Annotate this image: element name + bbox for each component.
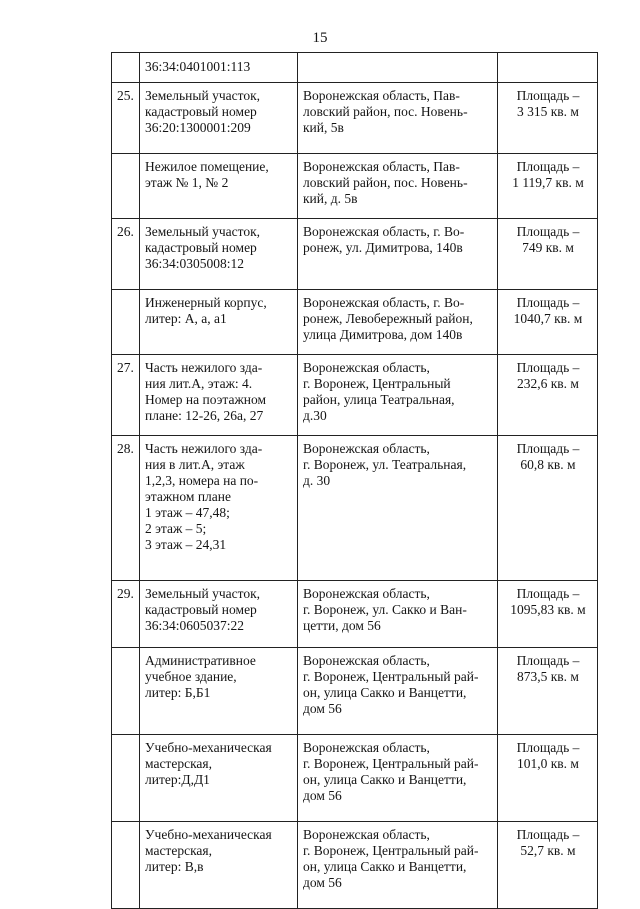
address-line: г. Воронеж, Центральный	[303, 376, 451, 391]
area-line: 52,7 кв. м	[520, 843, 576, 858]
object-description-line: Земельный участок,	[145, 224, 261, 239]
object-description-cell	[140, 436, 298, 581]
object-description-line: литер: А, а, а1	[145, 311, 227, 326]
address-line: кий, 5в	[303, 120, 344, 135]
address-line: Воронежская область,	[303, 827, 430, 842]
table-row	[112, 648, 598, 735]
address-line: г. Воронеж, Центральный рай-	[303, 756, 479, 771]
address-cell	[298, 53, 498, 83]
area-line: 873,5 кв. м	[517, 669, 579, 684]
table-row	[112, 581, 598, 648]
address-line: дом 56	[303, 875, 342, 890]
address-cell	[298, 648, 498, 735]
object-description-line: 1,2,3, номера на по-	[145, 473, 259, 488]
object-description-line: кадастровый номер	[145, 240, 257, 255]
object-description-cell	[140, 83, 298, 154]
object-description-line: 1 этаж – 47,48;	[145, 505, 230, 520]
object-description-line: Земельный участок,	[145, 88, 261, 103]
table-row	[112, 290, 598, 355]
item-number	[112, 154, 140, 219]
area-line: 60,8 кв. м	[520, 457, 576, 472]
area-cell	[498, 290, 598, 355]
address-line: ловский район, пос. Новень-	[303, 175, 468, 190]
area-line: Площадь –	[516, 586, 580, 601]
address-line: г. Воронеж, Центральный рай-	[303, 669, 479, 684]
object-description-cell	[140, 219, 298, 290]
address-cell	[298, 290, 498, 355]
address-line: г. Воронеж, ул. Сакко и Ван-	[303, 602, 467, 617]
table-row	[112, 219, 598, 290]
object-description-line: Земельный участок,	[145, 586, 261, 601]
object-description-line: учебное здание,	[145, 669, 237, 684]
address-line: ронеж, Левобережный район,	[303, 311, 473, 326]
address-line: он, улица Сакко и Ванцетти,	[303, 772, 467, 787]
address-line: дом 56	[303, 701, 342, 716]
address-line: Воронежская область,	[303, 740, 430, 755]
area-cell	[498, 219, 598, 290]
object-description-line: ния в лит.А, этаж	[145, 457, 245, 472]
object-description-line: кадастровый номер	[145, 104, 257, 119]
object-description-line: литер:Д,Д1	[145, 772, 210, 787]
object-description-line: 36:34:0305008:12	[145, 256, 245, 271]
table-row	[112, 83, 598, 154]
page-number: 15	[312, 30, 328, 46]
object-description-line: плане: 12-26, 26а, 27	[145, 408, 264, 423]
table-row	[112, 436, 598, 581]
table-row	[112, 154, 598, 219]
address-line: ловский район, пос. Новень-	[303, 104, 468, 119]
address-line: Воронежская область,	[303, 653, 430, 668]
object-description-line: 36:20:1300001:209	[145, 120, 251, 135]
address-line: Воронежская область,	[303, 586, 430, 601]
object-description-line: мастерская,	[145, 756, 212, 771]
object-description-line: 36:34:0401001:113	[145, 59, 251, 74]
object-description-line: Часть нежилого зда-	[145, 441, 263, 456]
item-number	[112, 290, 140, 355]
area-cell	[498, 822, 598, 909]
address-cell	[298, 355, 498, 436]
object-description-line: кадастровый номер	[145, 602, 257, 617]
area-line: 101,0 кв. м	[517, 756, 579, 771]
item-number: 28.	[112, 436, 140, 581]
object-description-line: Номер на поэтажном	[145, 392, 267, 407]
area-line: Площадь –	[516, 653, 580, 668]
object-description-cell	[140, 290, 298, 355]
table-row	[112, 735, 598, 822]
object-description-cell	[140, 154, 298, 219]
property-table	[111, 52, 598, 909]
address-line: дом 56	[303, 788, 342, 803]
address-cell	[298, 735, 498, 822]
object-description-cell	[140, 53, 298, 83]
area-cell	[498, 355, 598, 436]
address-cell	[298, 581, 498, 648]
object-description-line: этаж № 1, № 2	[145, 175, 229, 190]
object-description-line: 2 этаж – 5;	[145, 521, 207, 536]
address-line: район, улица Театральная,	[303, 392, 455, 407]
area-line: Площадь –	[516, 360, 580, 375]
address-line: Воронежская область, Пав-	[303, 88, 460, 103]
object-description-line: ния лит.А, этаж: 4.	[145, 376, 253, 391]
object-description-line: этажном плане	[145, 489, 231, 504]
area-line: 1095,83 кв. м	[510, 602, 586, 617]
item-number: 26.	[112, 219, 140, 290]
address-line: улица Димитрова, дом 140в	[303, 327, 463, 342]
address-line: д. 30	[303, 473, 331, 488]
area-line: Площадь –	[516, 441, 580, 456]
address-line: г. Воронеж, ул. Театральная,	[303, 457, 467, 472]
address-line: цетти, дом 56	[303, 618, 381, 633]
object-description-line: Нежилое помещение,	[145, 159, 269, 174]
item-number	[112, 822, 140, 909]
object-description-cell	[140, 581, 298, 648]
address-line: он, улица Сакко и Ванцетти,	[303, 859, 467, 874]
area-cell	[498, 581, 598, 648]
object-description-cell	[140, 648, 298, 735]
area-line: 1040,7 кв. м	[513, 311, 583, 326]
address-line: Воронежская область, г. Во-	[303, 295, 465, 310]
object-description-line: литер: Б,Б1	[145, 685, 211, 700]
address-line: он, улица Сакко и Ванцетти,	[303, 685, 467, 700]
item-number: 25.	[112, 83, 140, 154]
area-line: 749 кв. м	[522, 240, 574, 255]
item-number: 29.	[112, 581, 140, 648]
area-cell	[498, 648, 598, 735]
area-line: Площадь –	[516, 88, 580, 103]
address-line: д.30	[303, 408, 327, 423]
address-line: Воронежская область, Пав-	[303, 159, 460, 174]
area-cell	[498, 53, 598, 83]
object-description-cell	[140, 355, 298, 436]
property-table-body	[112, 53, 598, 909]
object-description-line: 36:34:0605037:22	[145, 618, 245, 633]
item-number	[112, 648, 140, 735]
object-description-line: 3 этаж – 24,31	[145, 537, 227, 552]
address-cell	[298, 219, 498, 290]
address-cell	[298, 154, 498, 219]
area-line: 232,6 кв. м	[517, 376, 579, 391]
address-line: Воронежская область,	[303, 441, 430, 456]
area-line: Площадь –	[516, 224, 580, 239]
area-line: 3 315 кв. м	[517, 104, 579, 119]
area-cell	[498, 436, 598, 581]
address-line: ронеж, ул. Димитрова, 140в	[303, 240, 463, 255]
object-description-line: Учебно-механическая	[145, 740, 272, 755]
table-row	[112, 53, 598, 83]
area-cell	[498, 154, 598, 219]
object-description-cell	[140, 735, 298, 822]
object-description-cell	[140, 822, 298, 909]
object-description-line: литер: В,в	[145, 859, 204, 874]
address-line: кий, д. 5в	[303, 191, 358, 206]
area-line: Площадь –	[516, 295, 580, 310]
area-cell	[498, 735, 598, 822]
object-description-line: Учебно-механическая	[145, 827, 272, 842]
object-description-line: мастерская,	[145, 843, 212, 858]
area-line: 1 119,7 кв. м	[512, 175, 584, 190]
address-cell	[298, 822, 498, 909]
table-row	[112, 355, 598, 436]
object-description-line: Административное	[145, 653, 256, 668]
area-line: Площадь –	[516, 159, 580, 174]
table-row	[112, 822, 598, 909]
address-cell	[298, 436, 498, 581]
object-description-line: Инженерный корпус,	[145, 295, 267, 310]
address-line: Воронежская область,	[303, 360, 430, 375]
item-number: 27.	[112, 355, 140, 436]
item-number	[112, 735, 140, 822]
address-cell	[298, 83, 498, 154]
address-line: г. Воронеж, Центральный рай-	[303, 843, 479, 858]
address-line: Воронежская область, г. Во-	[303, 224, 465, 239]
area-cell	[498, 83, 598, 154]
object-description-line: Часть нежилого зда-	[145, 360, 263, 375]
area-line: Площадь –	[516, 740, 580, 755]
area-line: Площадь –	[516, 827, 580, 842]
item-number	[112, 53, 140, 83]
